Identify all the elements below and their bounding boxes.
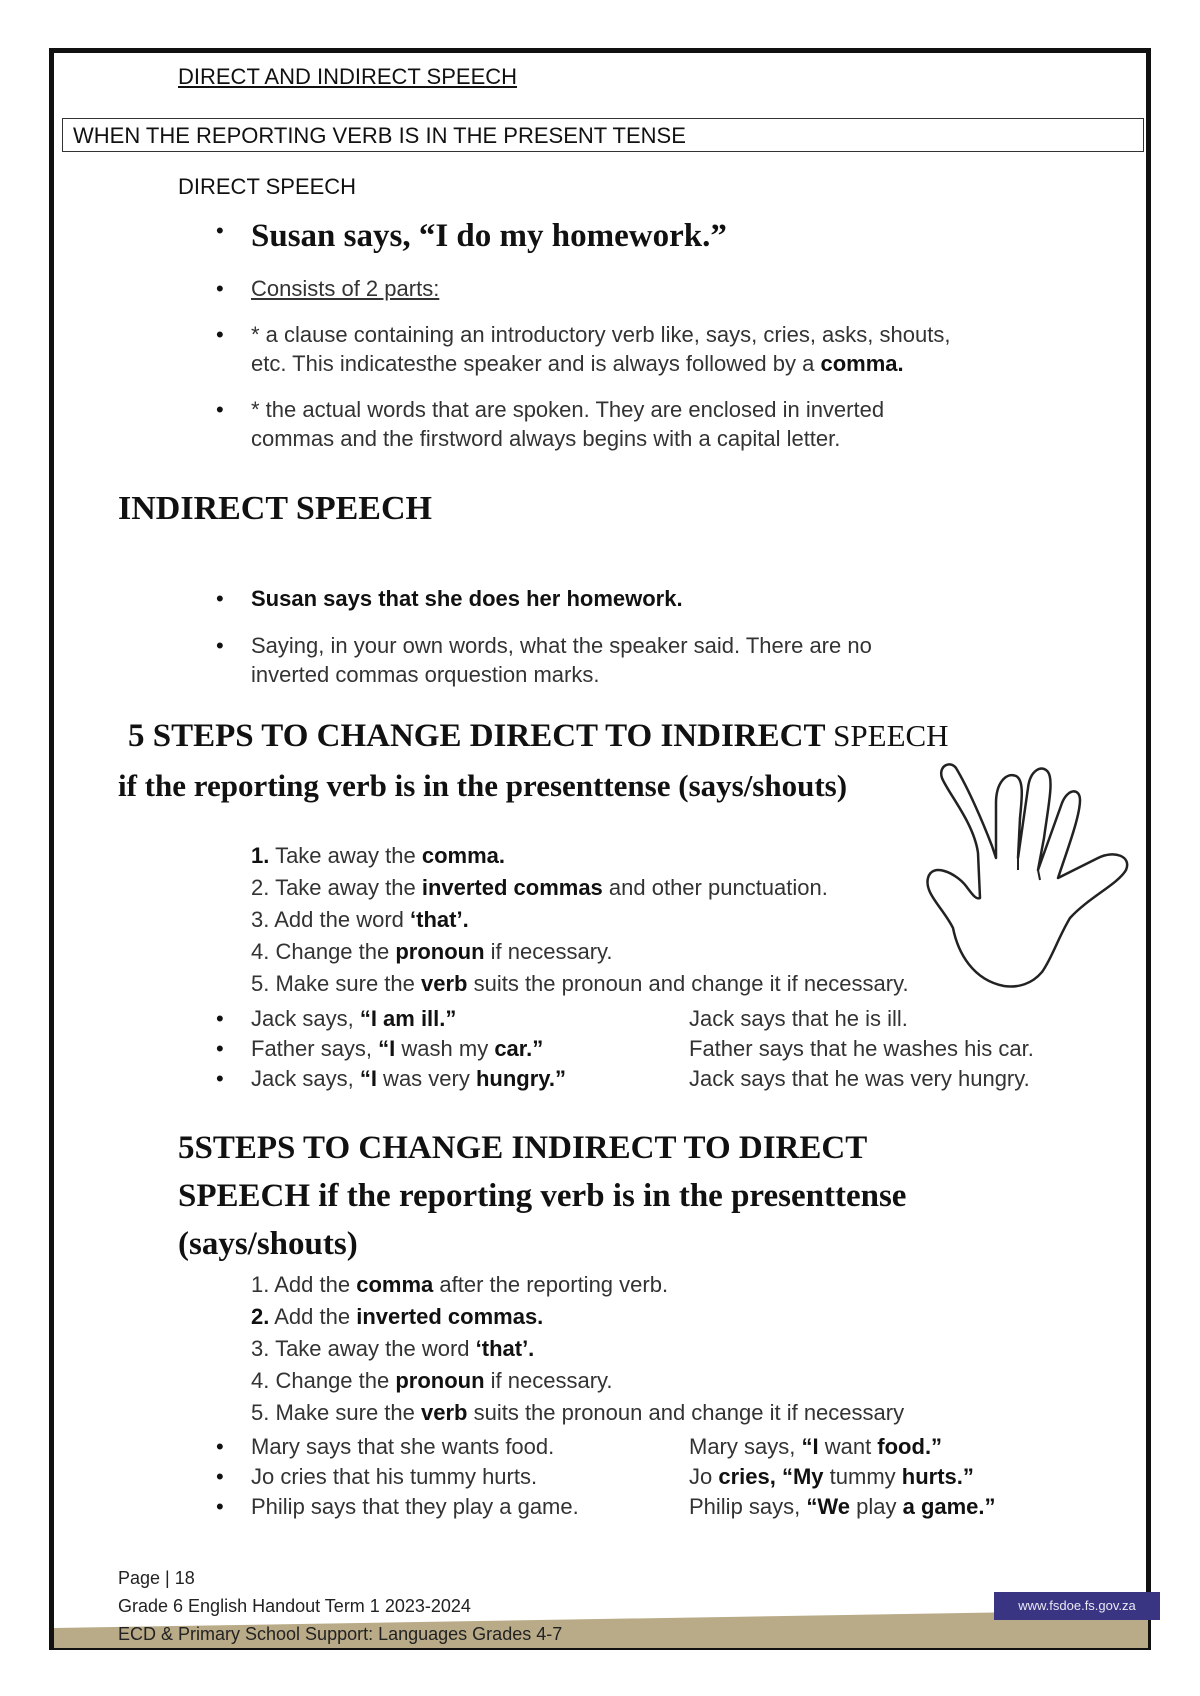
direct-speech-heading: DIRECT SPEECH bbox=[178, 174, 357, 199]
list-item bbox=[251, 274, 1091, 303]
step-text: Make sure the bbox=[269, 971, 421, 996]
step-num: 5. bbox=[251, 1400, 270, 1425]
list-item bbox=[251, 872, 909, 904]
section1-steps bbox=[251, 840, 909, 1000]
footer-url[interactable]: www.fsdoe.fs.gov.za bbox=[994, 1592, 1160, 1620]
step-text: if necessary. bbox=[484, 1368, 613, 1393]
section1-examples bbox=[251, 1006, 1131, 1096]
ex-bold: a game.” bbox=[902, 1494, 996, 1519]
list-item bbox=[251, 936, 909, 968]
step-text: Add the word bbox=[269, 907, 411, 932]
ex-bold: “I am ill.” bbox=[359, 1006, 457, 1031]
example-row bbox=[251, 1434, 1131, 1464]
example-direct bbox=[251, 1036, 543, 1062]
step-text: and other punctuation. bbox=[602, 875, 828, 900]
footer-grade: Grade 6 English Handout Term 1 2023-2024 bbox=[118, 1596, 471, 1616]
section1-heading-main: 5 STEPS TO CHANGE DIRECT TO INDIRECT bbox=[128, 718, 825, 754]
step-num: 5. bbox=[251, 971, 270, 996]
section2-steps bbox=[251, 1269, 904, 1429]
footer-page: Page | 18 bbox=[118, 1568, 195, 1588]
step-text: Take away the word bbox=[269, 1336, 476, 1361]
part1-text: etc. This indicatesthe speaker and is always followed by a bbox=[251, 351, 815, 376]
ex-text: Jo bbox=[689, 1464, 719, 1489]
list-item bbox=[251, 1397, 904, 1429]
step-num: 1. bbox=[251, 1272, 270, 1297]
list-item bbox=[251, 1333, 904, 1365]
step-bold: comma bbox=[356, 1272, 434, 1297]
ex-bold: “We bbox=[806, 1494, 850, 1519]
step-num: 1. bbox=[251, 843, 270, 868]
step-text: suits the pronoun and change it if necessary. bbox=[467, 971, 909, 996]
step-text: Make sure the bbox=[269, 1400, 421, 1425]
step-num: 3. bbox=[251, 907, 270, 932]
step-bold: verb bbox=[421, 1400, 468, 1425]
ex-text: want bbox=[818, 1434, 878, 1459]
example-indirect: Jack says that he is ill. bbox=[689, 1006, 908, 1031]
step-text: Change the bbox=[269, 1368, 396, 1393]
list-item bbox=[251, 631, 1091, 689]
indirect-speech-heading: INDIRECT SPEECH bbox=[118, 490, 432, 527]
step-text: Take away the bbox=[269, 875, 422, 900]
section2-heading-speech: SPEECH bbox=[178, 1178, 311, 1214]
list-item bbox=[251, 904, 909, 936]
step-num: 4. bbox=[251, 1368, 270, 1393]
step-num: 2. bbox=[251, 875, 270, 900]
section1-subheading: if the reporting verb is in the presenttense (says/shouts) bbox=[118, 768, 848, 803]
section1-heading-speech: SPEECH bbox=[833, 718, 949, 753]
example-row bbox=[251, 1036, 1131, 1066]
ex-text: Mary says, bbox=[689, 1434, 802, 1459]
example-direct bbox=[689, 1494, 996, 1520]
example-direct bbox=[689, 1464, 974, 1490]
step-bold: inverted commas. bbox=[356, 1304, 544, 1329]
ex-bold: food.” bbox=[877, 1434, 943, 1459]
step-num: 2. bbox=[251, 1304, 270, 1329]
step-bold: ‘that’. bbox=[410, 907, 469, 932]
step-num: 3. bbox=[251, 1336, 270, 1361]
step-text: Take away the bbox=[269, 843, 422, 868]
consists-label: Consists of 2 parts: bbox=[251, 276, 440, 301]
part1-line2 bbox=[251, 349, 1091, 378]
ex-bold: “I bbox=[801, 1434, 819, 1459]
ex-text: was very bbox=[376, 1066, 476, 1091]
step-bold: pronoun bbox=[395, 1368, 485, 1393]
step-text: after the reporting verb. bbox=[433, 1272, 669, 1297]
part1-line1: • * a clause containing an introductory verb like, says, cries, asks, shouts, bbox=[251, 322, 951, 347]
list-item bbox=[251, 968, 909, 1000]
ex-bold: hurts.” bbox=[901, 1464, 974, 1489]
footer-support: ECD & Primary School Support: Languages Grades 4-7 bbox=[118, 1624, 563, 1644]
step-num: 4. bbox=[251, 939, 270, 964]
ex-bold: “I bbox=[359, 1066, 377, 1091]
section2-examples bbox=[251, 1434, 1131, 1524]
ex-bold: hungry.” bbox=[475, 1066, 566, 1091]
list-item bbox=[251, 1365, 904, 1397]
step-bold: ‘that’. bbox=[475, 1336, 535, 1361]
step-text: if necessary. bbox=[484, 939, 613, 964]
example-indirect: • Mary says that she wants food. bbox=[251, 1434, 555, 1459]
example-direct bbox=[689, 1434, 942, 1460]
ex-text: Philip says, bbox=[689, 1494, 807, 1519]
section1-heading bbox=[128, 718, 949, 755]
example-indirect: • Philip says that they play a game. bbox=[251, 1494, 579, 1519]
section-banner: WHEN THE REPORTING VERB IS IN THE PRESENT TENSE bbox=[62, 118, 1144, 152]
page-title: DIRECT AND INDIRECT SPEECH bbox=[178, 64, 518, 89]
example-row bbox=[251, 1066, 1131, 1096]
example-direct bbox=[251, 1006, 456, 1032]
list-item bbox=[251, 840, 909, 872]
direct-speech-list bbox=[251, 218, 1091, 453]
hand-icon bbox=[918, 758, 1144, 994]
part2-line2: commas and the firstword always begins with a capital letter. bbox=[251, 426, 841, 451]
ex-text: wash my bbox=[395, 1036, 495, 1061]
ex-text: Jack says, bbox=[251, 1066, 360, 1091]
list-item bbox=[251, 1269, 904, 1301]
step-bold: pronoun bbox=[395, 939, 485, 964]
section2-heading-line2 bbox=[178, 1172, 906, 1220]
ex-bold: “I bbox=[378, 1036, 396, 1061]
ex-text: play bbox=[850, 1494, 903, 1519]
section2-heading-line3: (says/shouts) bbox=[178, 1226, 358, 1262]
list-item bbox=[251, 584, 1091, 613]
example-row bbox=[251, 1464, 1131, 1494]
direct-example: Susan says, “I do my homework.” bbox=[251, 218, 727, 254]
section2-heading bbox=[178, 1124, 906, 1268]
example-row bbox=[251, 1494, 1131, 1524]
example-indirect: • Jo cries that his tummy hurts. bbox=[251, 1464, 538, 1489]
list-item bbox=[251, 218, 1091, 272]
list-item bbox=[251, 320, 1091, 378]
indirect-desc-line2: inverted commas orquestion marks. bbox=[251, 662, 600, 687]
section2-heading-rest: if the reporting verb is in the presenttense bbox=[310, 1178, 907, 1214]
step-bold: inverted commas bbox=[421, 875, 603, 900]
example-direct bbox=[251, 1066, 566, 1092]
indirect-speech-list bbox=[251, 584, 1091, 689]
step-bold: verb bbox=[421, 971, 468, 996]
step-text: Add the bbox=[269, 1304, 357, 1329]
ex-text: Jack says, bbox=[251, 1006, 360, 1031]
list-item bbox=[251, 1301, 904, 1333]
ex-bold: car.” bbox=[494, 1036, 544, 1061]
step-text: suits the pronoun and change it if necessary bbox=[467, 1400, 905, 1425]
example-row bbox=[251, 1006, 1131, 1036]
list-item bbox=[251, 395, 1091, 453]
part1-bold: comma. bbox=[820, 351, 904, 376]
example-indirect: Jack says that he was very hungry. bbox=[689, 1066, 1030, 1091]
example-indirect: Father says that he washes his car. bbox=[689, 1036, 1034, 1061]
step-bold: comma. bbox=[421, 843, 505, 868]
step-text: Change the bbox=[269, 939, 396, 964]
indirect-desc-line1: • Saying, in your own words, what the speaker said. There are no bbox=[251, 633, 872, 658]
ex-bold: cries, “My bbox=[718, 1464, 824, 1489]
ex-text: tummy bbox=[823, 1464, 902, 1489]
step-text: Add the bbox=[269, 1272, 357, 1297]
ex-text: Father says, bbox=[251, 1036, 379, 1061]
part2-line1: • * the actual words that are spoken. They are enclosed in inverted bbox=[251, 397, 885, 422]
section2-heading-line1: 5STEPS TO CHANGE INDIRECT TO DIRECT bbox=[178, 1130, 868, 1166]
indirect-example: Susan says that she does her homework. bbox=[251, 586, 683, 611]
